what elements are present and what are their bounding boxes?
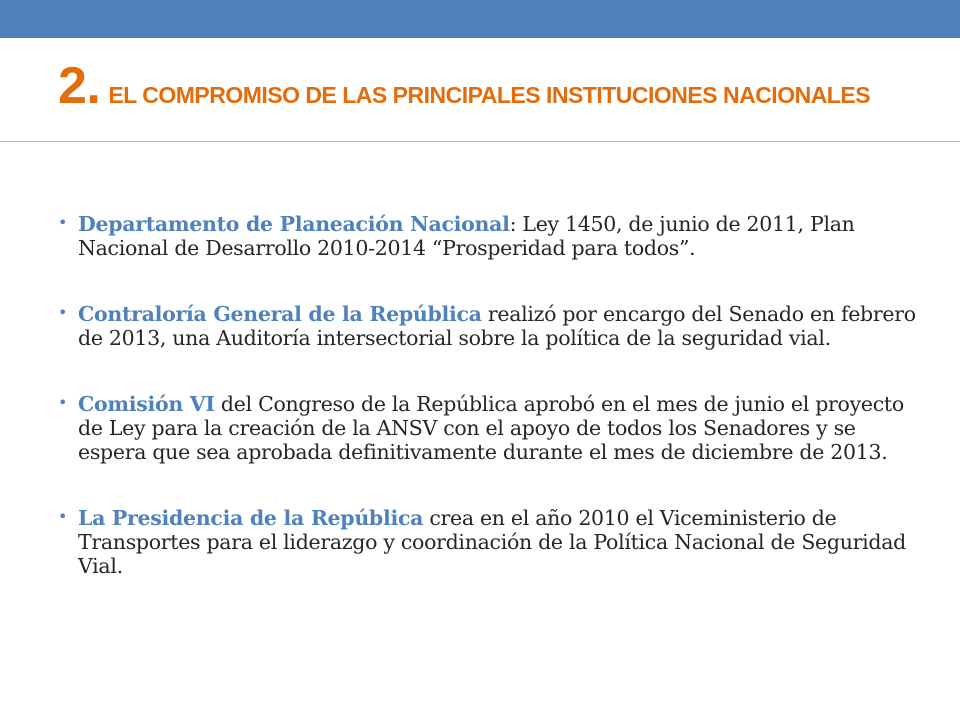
slide-title <box>58 57 948 115</box>
bullet-marker: • <box>58 303 68 322</box>
bullet-key-text: Departamento de Planeación Nacional <box>78 212 510 236</box>
bullet-marker: • <box>58 213 68 232</box>
bullet-marker: • <box>58 393 68 412</box>
bullet-item-planeacion <box>58 212 918 260</box>
bullet-marker: • <box>58 507 68 526</box>
bullet-body-text: realizó por encargo del Senado en febrero de 2013, una Auditoría intersectorial sobre la política de la seguridad vial. <box>78 302 916 350</box>
title-text: EL COMPROMISO DE LAS PRINCIPALES INSTITUCIONES NACIONALES <box>108 82 871 108</box>
bullet-body-text: : Ley 1450, de junio de 2011, Plan Nacional de Desarrollo 2010-2014 “Prosperidad para todos”. <box>78 212 855 260</box>
title-number: 2. <box>58 57 101 115</box>
bullet-body-text: crea en el año 2010 el Viceministerio de Transportes para el liderazgo y coordinación de la Política Nacional de Seguridad Vial. <box>78 506 906 578</box>
bullet-item-contraloria <box>58 302 918 350</box>
bullet-body-text: del Congreso de la República aprobó en el mes de junio el proyecto de Ley para la creación de la ANSV con el apoyo de todos los Senadores y se espera que sea aprobada definitivamente durante el mes de diciembre de 2013. <box>78 392 904 464</box>
top-accent-bar <box>0 0 960 38</box>
title-divider <box>0 141 960 142</box>
bullet-key-text: Contraloría General de la República <box>78 302 482 326</box>
bullet-key-text: La Presidencia de la República <box>78 506 424 530</box>
bullet-item-presidencia <box>58 506 918 578</box>
bullet-list <box>58 212 918 620</box>
bullet-item-comision <box>58 392 918 464</box>
bullet-key-text: Comisión VI <box>78 392 215 416</box>
